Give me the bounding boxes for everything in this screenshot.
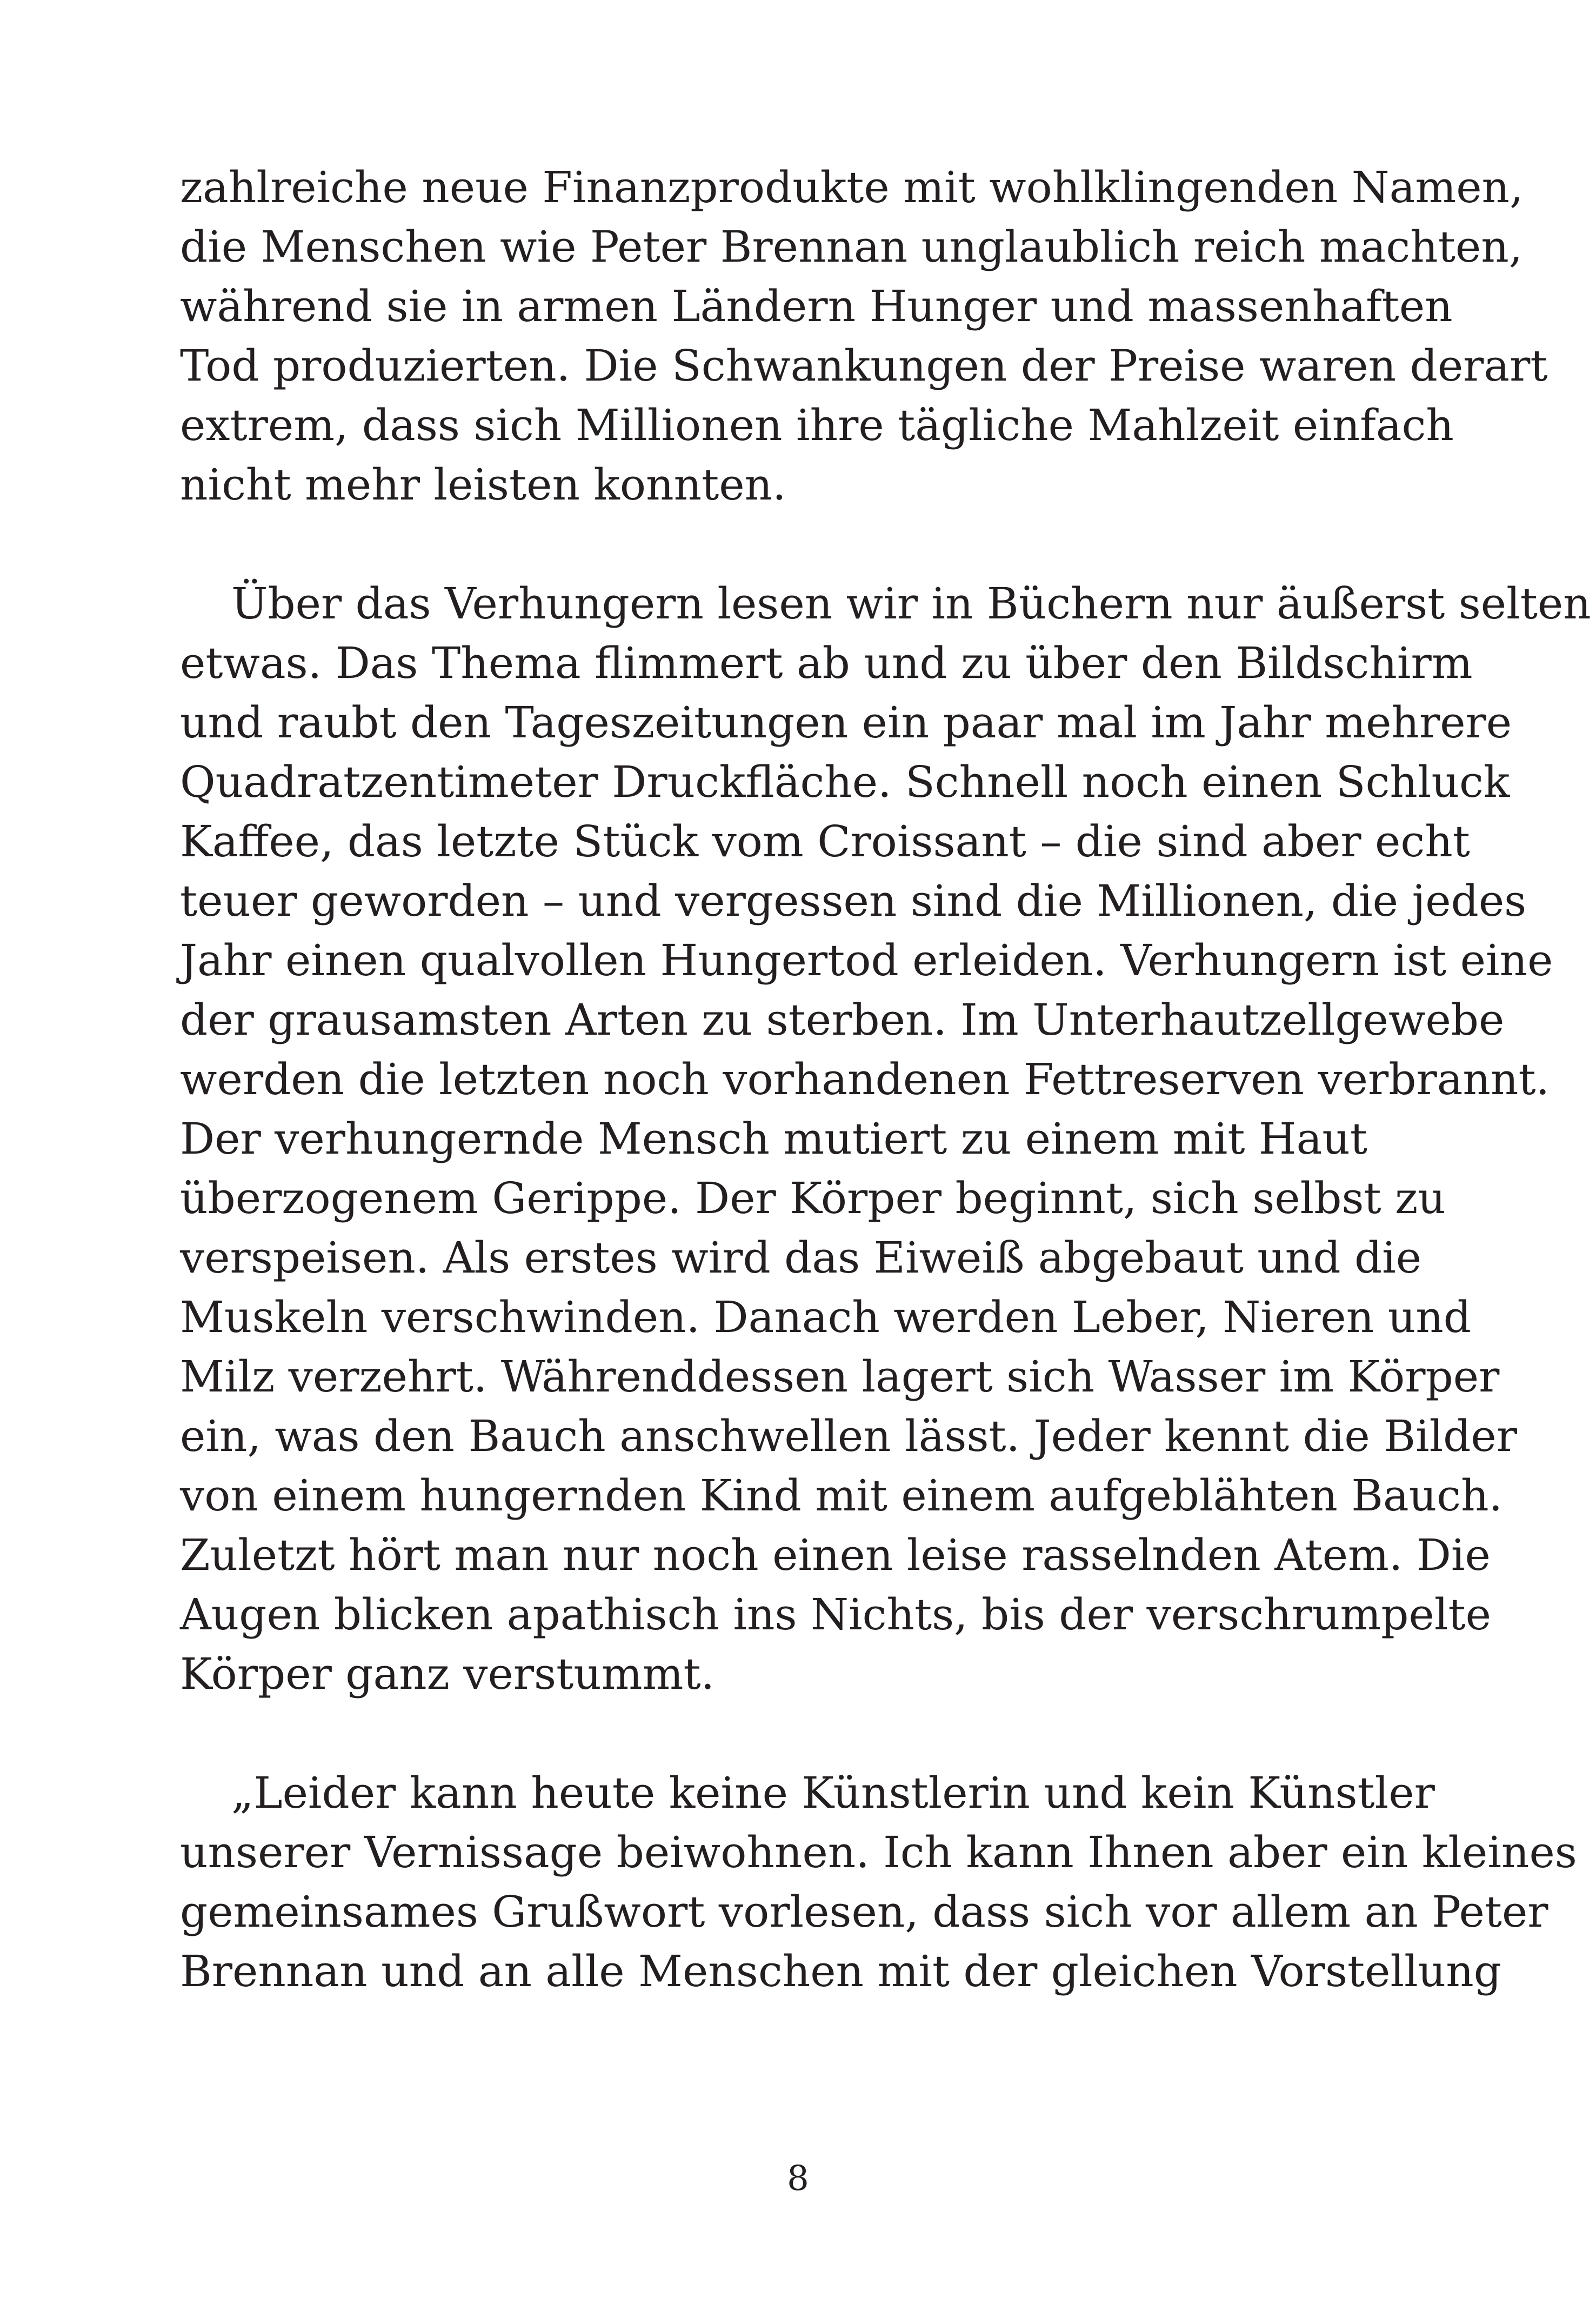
text-line: Augen blicken apathisch ins Nichts, bis der verschrumpelte bbox=[180, 1589, 1491, 1640]
text-line: Tod produzierten. Die Schwankungen der Preise waren derart bbox=[180, 341, 1548, 391]
text-line: und raubt den Tageszeitungen ein paar mal im Jahr mehrere bbox=[180, 697, 1512, 748]
text-line: Kaffee, das letzte Stück vom Croissant – die sind aber echt bbox=[180, 816, 1470, 867]
text-line: teuer geworden – und vergessen sind die Millionen, die jedes bbox=[180, 876, 1527, 926]
text-line: Der verhungernde Mensch mutiert zu einem mit Haut bbox=[180, 1114, 1368, 1164]
text-line: Brennan und an alle Menschen mit der gleichen Vorstellung bbox=[180, 1946, 1501, 1996]
text-line: unserer Vernissage beiwohnen. Ich kann Ihnen aber ein kleines bbox=[180, 1827, 1577, 1877]
text-line: zahlreiche neue Finanzprodukte mit wohlklingenden Namen, bbox=[180, 162, 1524, 212]
paragraph-1 bbox=[180, 158, 1548, 515]
text-line: extrem, dass sich Millionen ihre tägliche Mahlzeit einfach bbox=[180, 400, 1454, 450]
text-line: Zuletzt hört man nur noch einen leise rasselnden Atem. Die bbox=[180, 1530, 1491, 1580]
paragraph-gap bbox=[180, 515, 1328, 574]
text-line: werden die letzten noch vorhandenen Fettreserven verbrannt. bbox=[180, 1054, 1550, 1104]
text-line: überzogenem Gerippe. Der Körper beginnt, sich selbst zu bbox=[180, 1173, 1446, 1223]
text-line: Jahr einen qualvollen Hungertod erleiden. Verhungern ist eine bbox=[180, 935, 1553, 985]
text-line: Milz verzehrt. Währenddessen lagert sich Wasser im Körper bbox=[180, 1351, 1500, 1402]
text-line: etwas. Das Thema flimmert ab und zu über den Bildschirm bbox=[180, 638, 1473, 688]
text-line: der grausamsten Arten zu sterben. Im Unterhautzellgewebe bbox=[180, 995, 1505, 1045]
text-line: ein, was den Bauch anschwellen lässt. Jeder kennt die Bilder bbox=[180, 1411, 1517, 1461]
paragraph-3 bbox=[180, 1763, 1577, 2001]
page-number: 8 bbox=[787, 2159, 809, 2199]
text-line: die Menschen wie Peter Brennan unglaublich reich machten, bbox=[180, 222, 1523, 272]
text-line: Quadratzentimeter Druckfläche. Schnell noch einen Schluck bbox=[180, 757, 1510, 807]
text-line: während sie in armen Ländern Hunger und massenhaften bbox=[180, 281, 1453, 331]
text-line: verspeisen. Als erstes wird das Eiweiß abgebaut und die bbox=[180, 1233, 1422, 1283]
text-line: nicht mehr leisten konnten. bbox=[180, 460, 786, 510]
body-text bbox=[180, 158, 1591, 2001]
paragraph-gap bbox=[180, 1704, 1328, 1763]
text-line: Muskeln verschwinden. Danach werden Leber, Nieren und bbox=[180, 1292, 1471, 1342]
text-line: gemeinsames Grußwort vorlesen, dass sich vor allem an Peter bbox=[180, 1887, 1548, 1937]
text-line: Körper ganz verstummt. bbox=[180, 1649, 715, 1699]
text-line: von einem hungernden Kind mit einem aufgeblähten Bauch. bbox=[180, 1470, 1503, 1521]
text-line: „Leider kann heute keine Künstlerin und kein Künstler bbox=[231, 1768, 1435, 1818]
text-line: Über das Verhungern lesen wir in Büchern nur äußerst selten bbox=[231, 578, 1591, 629]
paragraph-2 bbox=[180, 574, 1591, 1704]
